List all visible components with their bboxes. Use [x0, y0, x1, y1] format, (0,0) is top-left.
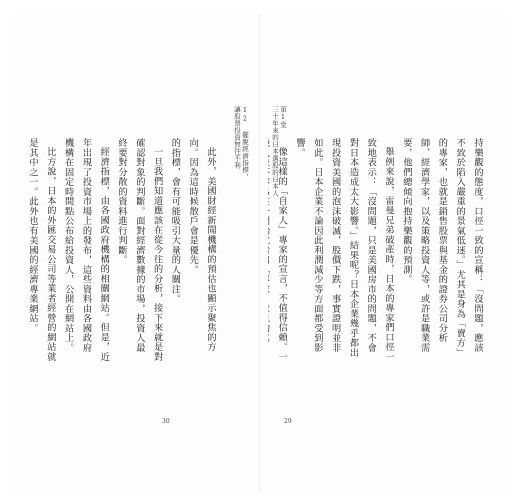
right-running-head-line: 第1堂 — [279, 106, 287, 129]
left-page — [14, 14, 259, 492]
gutter — [259, 14, 260, 492]
left-page-number: 30 — [162, 418, 170, 425]
left-running-head — [233, 106, 249, 181]
right-page — [261, 14, 506, 492]
paragraph: 像這樣的「自家人」專家的宣言，不值得信賴。一 — [276, 147, 288, 362]
paragraph: 經濟指標，由各國政府機構的相關網站。但是，近年出現了投資市場上的發布，這些資料由各國政府機構在固定時間點公布給投資人，公開在網站上。 — [62, 138, 110, 362]
left-running-head-line: 12 擺脫經濟指標， — [241, 106, 249, 181]
left-running-head-line: 讓股票投資無往不利 — [233, 106, 241, 169]
paragraph: 的指標，會有可能吸引大量的人關注。 — [169, 138, 181, 304]
paragraph: 持樂觀的態度，口徑一致的宣稱：「沒問題，應該不致於陷入嚴重的景氣低迷。」尤其是身為「賣方」的專家，也就是銷售股票與基金的證券公司分析師、經濟學家，以及策略投資人等，或許是職業需要，他們總傾向抱持樂觀的預測。 — [400, 138, 483, 358]
paragraph: 比方說，日本的外匯交易公司等業者經營的網站就是其中之一。此外也有美國的經濟專業網站。 — [27, 138, 56, 362]
right-page-number: 29 — [284, 418, 292, 425]
right-running-head-line: 三十年來的日本選股的日本人 — [271, 106, 279, 197]
paragraph: 一旦我們知道應該在從今往的分析，接下來就是對確認對象的判斷。面對經濟數據的市場，投資人最終要對分散的資料進行判斷。 — [116, 138, 163, 362]
paragraph: 此外，美國財經新聞機構的預估也顯示聚焦的方向。因為這時候散戶會是優先。 — [187, 138, 216, 352]
paragraph: 舉例來說，雷曼兄弟破產時，日本的專家們口徑一致地表示：「沒問題，只是美國房市的問題，不會對日本造成太大影響。」結果呢？日本企業幾乎都出現投資美國的泡沫破滅，股價下跌，事實證明並非如此。日本企業不論因此利潤減少等方面都受到影響。 — [294, 138, 395, 362]
left-body-text — [23, 138, 219, 362]
right-body-text — [268, 138, 486, 362]
